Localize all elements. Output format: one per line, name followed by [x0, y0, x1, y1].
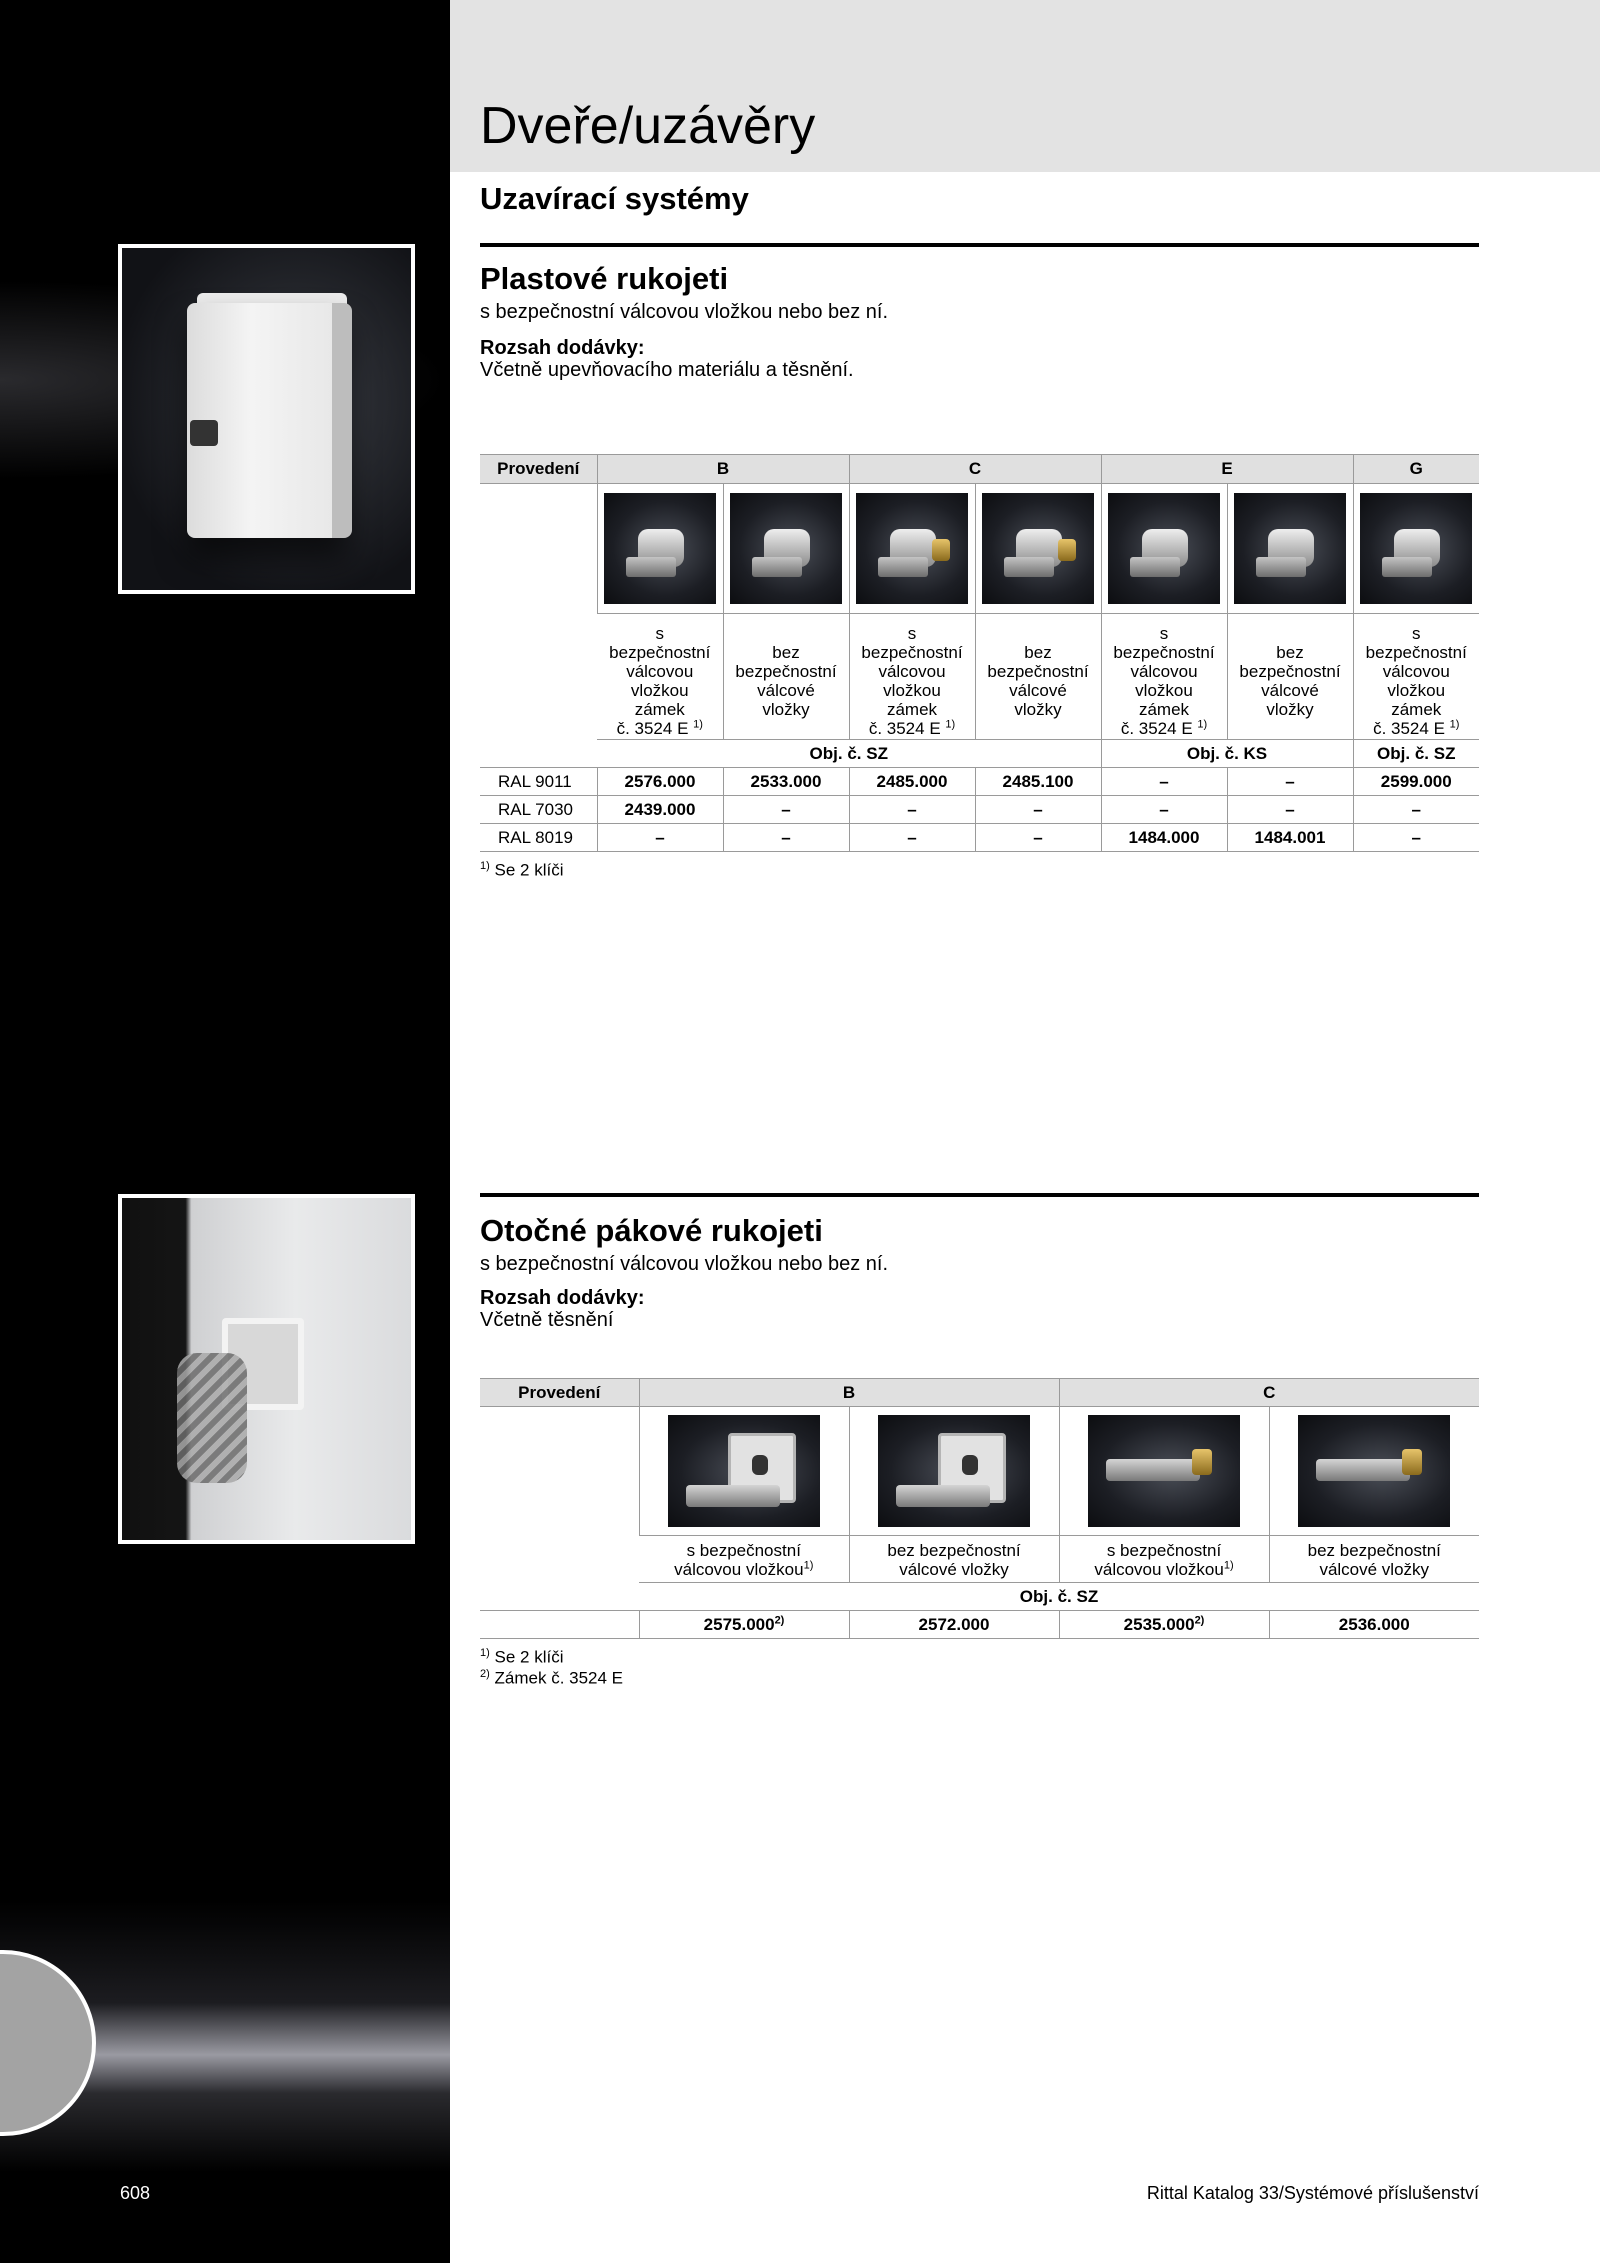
image-cell [639, 1407, 849, 1536]
description-cell: bez bezpečnostní válcové vložky [723, 614, 849, 740]
scope-text: Včetně těsnění [480, 1309, 614, 1331]
section-divider [480, 243, 1479, 247]
empty-cell [480, 484, 597, 768]
header-variant-b: B [639, 1379, 1059, 1407]
section-heading: Otočné pákové rukojeti [480, 1213, 823, 1248]
value-cell: – [975, 796, 1101, 824]
description-cell: bez bezpečnostní válcové vložky [1269, 1536, 1479, 1583]
table-row [480, 768, 1479, 796]
description-cell: s bezpečnostní válcovou vložkou$^{1)}$ [639, 1536, 849, 1583]
scope-label: Rozsah dodávky: [480, 1287, 645, 1309]
header-variant-b: B [597, 455, 849, 484]
order-number-label: Obj. č. SZ [597, 740, 1101, 768]
header-variant-c: C [849, 455, 1101, 484]
product-photo [878, 1415, 1030, 1527]
header-provedeni: Provedení [480, 455, 597, 484]
value-cell: – [1353, 796, 1479, 824]
image-cell [975, 484, 1101, 614]
description-cell: bez bezpečnostní válcové vložky [975, 614, 1101, 740]
description-cell: s bezpečnostní válcovou vložkou zámek č. 3524 E $^{1)}$ [849, 614, 975, 740]
header-variant-g: G [1353, 455, 1479, 484]
section-title: Uzavírací systémy [480, 181, 749, 216]
footnote: $^{1)}$ Se 2 klíči [480, 1647, 564, 1667]
header-variant-e: E [1101, 455, 1353, 484]
table-row [480, 796, 1479, 824]
product-photo [604, 493, 716, 604]
section-divider [480, 1193, 1479, 1197]
product-photo [856, 493, 968, 604]
value-cell: 2599.000 [1353, 768, 1479, 796]
table-row [480, 824, 1479, 852]
value-cell: 1484.000 [1101, 824, 1227, 852]
enclosure-photo [118, 244, 415, 594]
value-cell: 2485.100 [975, 768, 1101, 796]
header-variant-c: C [1059, 1379, 1479, 1407]
product-photo [1234, 493, 1346, 604]
value-cell: – [723, 796, 849, 824]
table-row [480, 1611, 1479, 1639]
product-photo [730, 493, 842, 604]
product-photo [982, 493, 1094, 604]
order-number-label: Obj. č. KS [1101, 740, 1353, 768]
value-cell: 2572.000 [849, 1611, 1059, 1639]
row-label [480, 1611, 639, 1639]
description-cell: bez bezpečnostní válcové vložky [849, 1536, 1059, 1583]
scope-text: Včetně upevňovacího materiálu a těsnění. [480, 359, 854, 381]
description-cell: s bezpečnostní válcovou vložkou zámek č. 3524 E $^{1)}$ [597, 614, 723, 740]
key-icon [177, 1353, 247, 1483]
value-cell: 2533.000 [723, 768, 849, 796]
row-label: RAL 7030 [480, 796, 597, 824]
value-cell: 2576.000 [597, 768, 723, 796]
value-cell: – [1227, 768, 1353, 796]
image-cell [849, 1407, 1059, 1536]
value-cell: – [1101, 768, 1227, 796]
product-photo [668, 1415, 820, 1527]
section-subtitle: s bezpečnostní válcovou vložkou nebo bez ní. [480, 1253, 889, 1275]
value-cell: – [849, 824, 975, 852]
scope-label: Rozsah dodávky: [480, 337, 645, 359]
image-cell [1101, 484, 1227, 614]
description-cell: bez bezpečnostní válcové vložky [1227, 614, 1353, 740]
image-cell [1269, 1407, 1479, 1536]
order-number-label: Obj. č. SZ [639, 1583, 1479, 1611]
image-cell [1059, 1407, 1269, 1536]
value-cell: – [723, 824, 849, 852]
header-provedeni: Provedení [480, 1379, 639, 1407]
value-cell: 2439.000 [597, 796, 723, 824]
value-cell: – [1101, 796, 1227, 824]
page-number: 608 [120, 2183, 151, 2203]
section-heading: Plastové rukojeti [480, 261, 729, 296]
enclosure-side [332, 303, 352, 538]
value-cell: 2575.000$^{2)}$ [639, 1611, 849, 1639]
value-cell: 1484.001 [1227, 824, 1353, 852]
product-photo [1108, 493, 1220, 604]
description-cell: s bezpečnostní válcovou vložkou$^{1)}$ [1059, 1536, 1269, 1583]
image-cell [849, 484, 975, 614]
value-cell: – [1353, 824, 1479, 852]
footnote: $^{1)}$ Se 2 klíči [480, 860, 564, 880]
row-label: RAL 9011 [480, 768, 597, 796]
value-cell: – [849, 796, 975, 824]
value-cell: 2536.000 [1269, 1611, 1479, 1639]
order-number-label: Obj. č. SZ [1353, 740, 1479, 768]
product-photo [1088, 1415, 1240, 1527]
product-photo [1298, 1415, 1450, 1527]
footnote: $^{2)}$ Zámek č. 3524 E [480, 1668, 624, 1688]
image-cell [723, 484, 849, 614]
plastic-handles-table [480, 454, 1479, 852]
section-subtitle: s bezpečnostní válcovou vložkou nebo bez ní. [480, 301, 889, 323]
value-cell: 2535.000$^{2)}$ [1059, 1611, 1269, 1639]
lever-handle-photo [118, 1194, 415, 1544]
empty-cell [480, 1407, 639, 1611]
row-label: RAL 8019 [480, 824, 597, 852]
description-cell: s bezpečnostní válcovou vložkou zámek č. 3524 E $^{1)}$ [1353, 614, 1479, 740]
lever-handles-table [480, 1378, 1479, 1639]
description-cell: s bezpečnostní válcovou vložkou zámek č. 3524 E $^{1)}$ [1101, 614, 1227, 740]
lock-icon [190, 420, 218, 446]
value-cell: 2485.000 [849, 768, 975, 796]
value-cell: – [975, 824, 1101, 852]
value-cell: – [1227, 796, 1353, 824]
value-cell: – [597, 824, 723, 852]
product-photo [1360, 493, 1472, 604]
image-cell [597, 484, 723, 614]
image-cell [1353, 484, 1479, 614]
page-title: Dveře/uzávěry [480, 97, 816, 155]
image-cell [1227, 484, 1353, 614]
catalog-reference: Rittal Katalog 33/Systémové příslušenství [1146, 2183, 1479, 2203]
